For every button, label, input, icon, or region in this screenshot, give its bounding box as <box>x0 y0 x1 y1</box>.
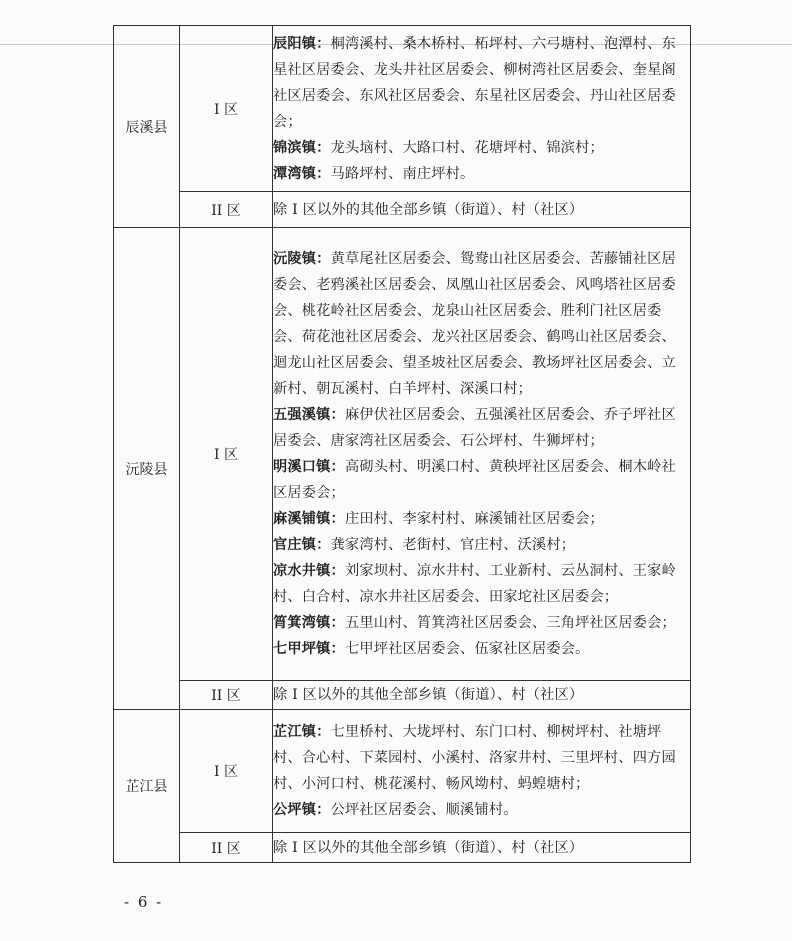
zone-label: II 区 <box>180 192 273 228</box>
zone1-content <box>273 228 691 681</box>
county-name: 沅陵县 <box>114 228 180 710</box>
town-name: 潭湾镇： <box>273 165 331 182</box>
town-name: 筲箕湾镇： <box>273 615 345 631</box>
town-name: 五强溪镇： <box>273 407 345 423</box>
zone-label: II 区 <box>180 681 273 710</box>
county-name: 芷江县 <box>114 710 180 863</box>
table-row <box>114 228 691 681</box>
village-list: 七里桥村、大垅坪村、东门口村、柳树坪村、社塘坪村、合心村、下菜园村、小溪村、洛家井村、三里坪村、四方园村、小河口村、桃花溪村、畅风坳村、蚂蝗塘村； <box>273 724 676 792</box>
village-list: 龚家湾村、老街村、官庄村、沃溪村； <box>330 537 576 553</box>
zone2-content: 除 I 区以外的其他全部乡镇（街道）、村（社区） <box>273 681 691 710</box>
village-list: 五里山村、筲箕湾社区居委会、三角坪社区居委会； <box>344 615 676 631</box>
village-list: 庄田村、李家村村、麻溪铺社区居委会； <box>344 511 604 527</box>
table-row <box>114 26 691 192</box>
town-name: 芷江镇： <box>273 724 331 740</box>
town-name: 七甲坪镇： <box>273 641 345 657</box>
village-list: 马路坪村、南庄坪村。 <box>330 165 475 182</box>
town-name: 公坪镇： <box>273 802 331 818</box>
zone-table <box>113 25 691 863</box>
table-row <box>114 833 691 863</box>
town-name: 明溪口镇： <box>273 459 345 475</box>
zone-label: II 区 <box>180 833 273 863</box>
town-name: 辰阳镇： <box>273 35 331 52</box>
town-name: 麻溪铺镇： <box>273 511 345 527</box>
zone-label: I 区 <box>180 228 273 681</box>
village-list: 黄草尾社区居委会、鸳鸯山社区居委会、苦藤铺社区居委会、老鸦溪社区居委会、凤凰山社区居委会、风鸣塔社区居委会、桃花岭社区居委会、龙泉山社区居委会、胜利门社区居委会、荷花池社区居委会、龙兴社区居委会、鹤鸣山社区居委会、迴龙山社区居委会、望圣坡社区居委会、教场坪社区居委会、立新村、朝瓦溪村、白羊坪村、深溪口村； <box>273 251 676 397</box>
table-row <box>114 681 691 710</box>
village-list: 麻伊伏社区居委会、五强溪社区居委会、乔子坪社区居委会、唐家湾社区居委会、石公坪村、牛狮坪村； <box>273 407 676 449</box>
village-list: 公坪社区居委会、顺溪铺村。 <box>330 802 518 818</box>
town-name: 凉水井镇： <box>273 563 345 579</box>
zone-label: I 区 <box>180 26 273 192</box>
zone2-content: 除 I 区以外的其他全部乡镇（街道）、村（社区） <box>273 833 691 863</box>
town-name: 沅陵镇： <box>273 251 331 267</box>
village-list: 龙头垴村、大路口村、花塘坪村、锦滨村； <box>330 139 604 156</box>
zone2-content: 除 I 区以外的其他全部乡镇（街道）、村（社区） <box>273 192 691 228</box>
table-row <box>114 192 691 228</box>
village-list: 桐湾溪村、桑木桥村、柘坪村、六弓塘村、泡潭村、东星社区居委会、龙头井社区居委会、柳树湾社区居委会、奎星阁社区居委会、东风社区居委会、东星社区居委会、丹山社区居委会； <box>273 35 676 130</box>
village-list: 刘家坝村、凉水井村、工业新村、云丛洞村、王家岭村、白合村、凉水井社区居委会、田家坨社区居委会； <box>273 563 676 605</box>
village-list: 高砌头村、明溪口村、黄秧坪社区居委会、桐木岭社区居委会； <box>273 459 676 501</box>
zone-label: I 区 <box>180 710 273 833</box>
zone1-content <box>273 710 691 833</box>
town-name: 锦滨镇： <box>273 139 331 156</box>
table-row <box>114 710 691 833</box>
county-name: 辰溪县 <box>114 26 180 228</box>
village-list: 七甲坪社区居委会、伍家社区居委会。 <box>344 641 590 657</box>
town-name: 官庄镇： <box>273 537 331 553</box>
zone1-content <box>273 26 691 192</box>
page-number: - 6 - <box>124 893 164 911</box>
